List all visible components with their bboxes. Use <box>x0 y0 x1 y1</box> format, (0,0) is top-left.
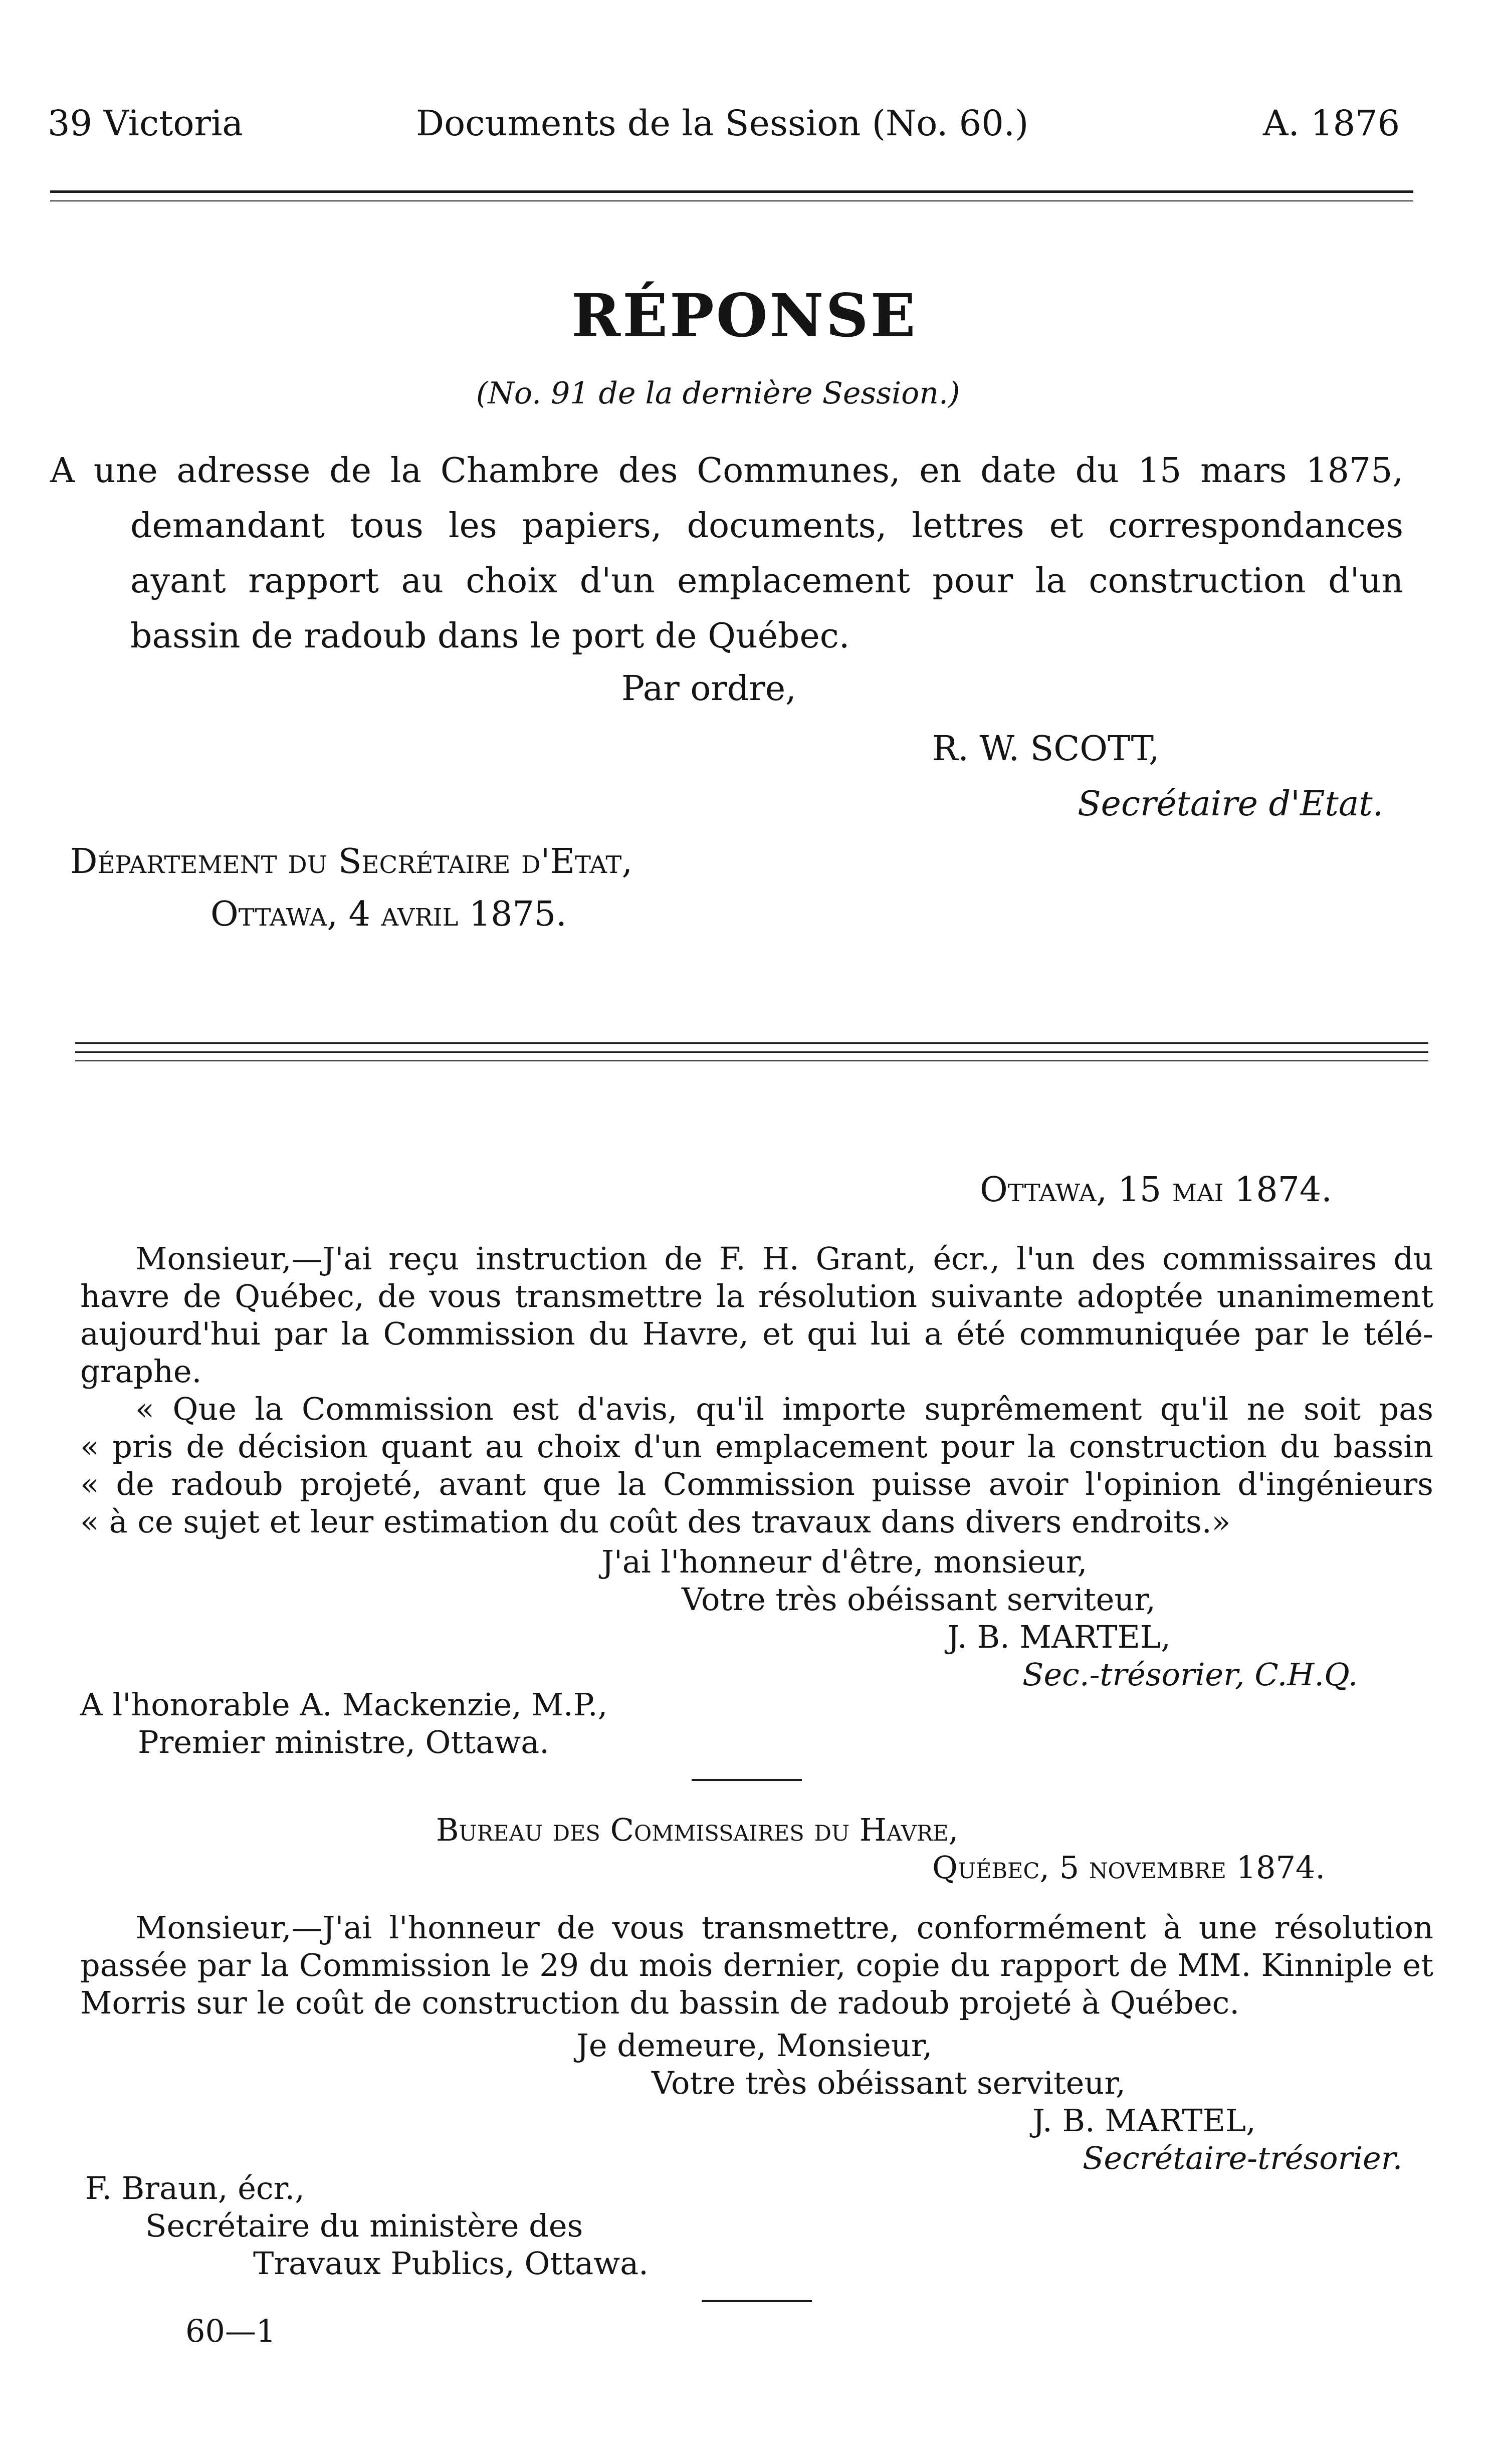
header-center: Documents de la Session (No. 60.) <box>416 103 1029 144</box>
place-date: Ottawa, 4 avril 1875. <box>210 894 567 934</box>
quote-line: « à ce sujet et leur estimation du coût des travaux dans divers endroits.» <box>80 1503 1231 1540</box>
section-rule-2 <box>75 1051 1428 1053</box>
footer-rule <box>702 2300 812 2302</box>
letter2-addressee3: Travaux Publics, Ottawa. <box>253 2245 649 2282</box>
letter2-signer-title: Secrétaire-trésorier. <box>1083 2140 1403 2176</box>
quote-line: « Que la Commission est d'avis, qu'il importe suprêmement qu'il ne soit pas <box>135 1391 1433 1427</box>
letter2-body <box>80 1909 1433 2022</box>
address-line: demandant tous les papiers, documents, lettres et correspondances <box>130 506 1403 546</box>
letter2-addressee2: Secrétaire du ministère des <box>145 2207 583 2244</box>
page-title: RÉPONSE <box>571 281 918 350</box>
address-line: bassin de radoub dans le port de Québec. <box>130 616 850 656</box>
signature-mark: 60—1 <box>185 2313 276 2349</box>
letter2-addressee1: F. Braun, écr., <box>85 2170 305 2206</box>
address-line: ayant rapport au choix d'un emplacement pour la construction d'un <box>130 561 1403 601</box>
letter1-line: Monsieur,—J'ai reçu instruction de F. H. Grant, écr., l'un des commissaires du <box>135 1240 1433 1277</box>
letter1-signer-title: Sec.-trésorier, C.H.Q. <box>1022 1656 1358 1693</box>
address-line: A une adresse de la Chambre des Communes, en date du 15 mars 1875, <box>50 451 1403 491</box>
letter1-line: aujourd'hui par la Commission du Havre, et qui lui a été communiquée par le télé- <box>80 1315 1433 1352</box>
letter2-signer: J. B. MARTEL, <box>1032 2102 1256 2139</box>
signer-scott-title: Secrétaire d'Etat. <box>1078 784 1384 824</box>
letter1-line: graphe. <box>80 1353 202 1390</box>
letter2-closing2: Votre très obéissant serviteur, <box>652 2065 1126 2101</box>
address-paragraph <box>50 443 1403 664</box>
letter1-closing2: Votre très obéissant serviteur, <box>682 1581 1156 1618</box>
letter1-closing1: J'ai l'honneur d'être, monsieur, <box>601 1543 1088 1580</box>
page-subtitle: (No. 91 de la dernière Session.) <box>476 376 960 411</box>
quote-line: « de radoub projeté, avant que la Commission puisse avoir l'opinion d'ingénieurs <box>80 1466 1433 1502</box>
letter2-line: passée par la Commission le 29 du mois dernier, copie du rapport de MM. Kinniple et <box>80 1947 1433 1983</box>
section-rule-1 <box>75 1042 1428 1044</box>
letter2-office: Bureau des Commissaires du Havre, <box>436 1812 959 1848</box>
section-rule-3 <box>75 1060 1428 1061</box>
header-rule-thick <box>50 190 1413 193</box>
letter1-dateline: Ottawa, 15 mai 1874. <box>980 1170 1332 1210</box>
letter2-line: Morris sur le coût de construction du bassin de radoub projeté à Québec. <box>80 1984 1240 2021</box>
header-right: A. 1876 <box>1263 103 1400 144</box>
letter2-dateline: Québec, 5 novembre 1874. <box>932 1849 1326 1886</box>
header-rule-thin <box>50 200 1413 201</box>
par-ordre: Par ordre, <box>621 669 796 709</box>
letter1-addressee2: Premier ministre, Ottawa. <box>138 1724 549 1760</box>
letter1-line: havre de Québec, de vous transmettre la résolution suivante adoptée unanimement <box>80 1278 1433 1314</box>
letter2-closing1: Je demeure, Monsieur, <box>576 2027 933 2064</box>
letter2-line: Monsieur,—J'ai l'honneur de vous transmettre, conformément à une résolution <box>135 1909 1433 1946</box>
letter1-body <box>80 1240 1433 1541</box>
letter1-signer: J. B. MARTEL, <box>947 1619 1171 1655</box>
quote-line: « pris de décision quant au choix d'un emplacement pour la construction du bassin <box>80 1428 1433 1465</box>
letter1-addressee1: A l'honorable A. Mackenzie, M.P., <box>80 1686 608 1723</box>
letter-separator <box>692 1779 802 1781</box>
department: Département du Secrétaire d'Etat, <box>70 842 633 881</box>
header-left: 39 Victoria <box>48 103 244 144</box>
signer-scott: R. W. SCOTT, <box>932 729 1160 769</box>
